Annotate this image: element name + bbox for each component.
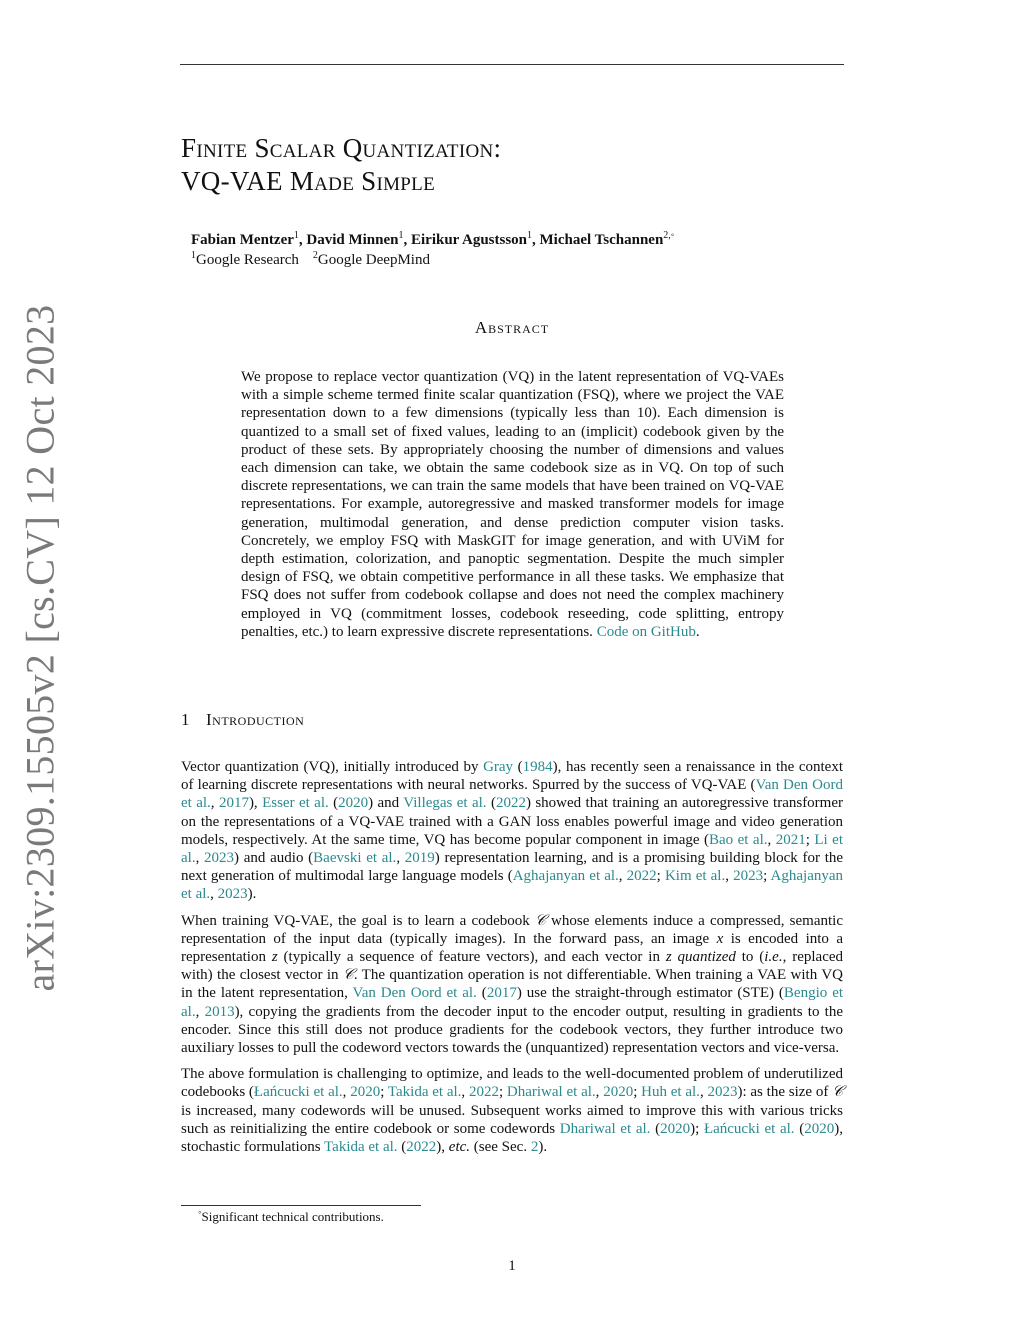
math-symbol: i.e.: [764, 949, 783, 966]
citation-link[interactable]: 2017: [486, 985, 517, 1002]
citation-link[interactable]: 2021: [775, 831, 806, 848]
paragraph-text: . The quantization operation is not differentiable. When training a VAE with VQ in the latent representation,: [181, 967, 843, 1002]
author-affiliation-mark: 2,◦: [663, 230, 675, 241]
citation-link[interactable]: Villegas et al.: [403, 795, 487, 812]
affiliation-name: Google DeepMind: [317, 252, 430, 268]
affiliation-mark: 1: [191, 250, 196, 261]
paper-title: [181, 132, 501, 198]
citation-link[interactable]: 2022: [626, 868, 657, 885]
footnote: [198, 1209, 384, 1225]
top-rule: [180, 64, 844, 65]
citation-link[interactable]: Dhariwal et al.: [506, 1084, 596, 1101]
paragraph-text: ,: [725, 868, 734, 885]
paragraph-text: (: [486, 795, 496, 812]
page-number: 1: [508, 1258, 516, 1274]
paragraph-text: ,: [195, 850, 205, 867]
citation-link[interactable]: 2023: [204, 850, 235, 867]
paragraph-text: ;: [380, 1084, 388, 1101]
math-symbol: 𝒞: [832, 1084, 844, 1101]
citation-link[interactable]: Aghajanyan et al.: [181, 868, 844, 903]
author-name: David Minnen: [306, 232, 399, 248]
section-body: [181, 758, 843, 1164]
paragraph-text: ,: [210, 795, 219, 812]
paragraph-text: ,: [195, 1003, 205, 1020]
paragraph-text: ,: [396, 850, 405, 867]
abstract-heading: Abstract: [474, 318, 550, 337]
footnote-text: Significant technical contributions.: [201, 1209, 384, 1224]
paragraph-text: ;: [656, 868, 665, 885]
paragraph-text: ), has recently seen a renaissance in the context of learning discrete representations with neural networks. Spurred by the success of VQ-VAE (: [181, 759, 844, 794]
footnote-rule: [181, 1205, 421, 1206]
paragraph: [181, 758, 843, 904]
paragraph-text: (: [513, 759, 523, 775]
abstract-body: [241, 368, 784, 641]
citation-link[interactable]: Bengio et al.: [181, 985, 844, 1020]
paragraph-text: , replaced with) the closest vector in: [181, 949, 844, 984]
paragraph-text: ): as the size of: [737, 1084, 833, 1101]
author-affiliation-mark: 1: [398, 230, 404, 241]
paragraph-text: ) and: [368, 795, 404, 812]
citation-link[interactable]: Li et al.: [181, 831, 844, 867]
citation-link[interactable]: 2020: [338, 795, 369, 812]
paragraph-text: ,: [618, 868, 627, 885]
author-name: Fabian Mentzer: [191, 232, 294, 248]
math-symbol: x: [716, 930, 724, 947]
paragraph-text: When training VQ-VAE, the goal is to learn a codebook: [181, 912, 535, 929]
citation-link[interactable]: Bao et al.: [708, 831, 768, 848]
affiliation-mark: 2: [312, 250, 318, 261]
paragraph-text: ,: [699, 1084, 708, 1101]
citation-link[interactable]: 2020: [603, 1084, 634, 1101]
paragraph-text: to (: [735, 949, 765, 966]
abstract-end: .: [695, 623, 700, 640]
citation-link[interactable]: Takida et al.: [387, 1084, 462, 1101]
citation-link[interactable]: Takida et al.: [324, 1139, 398, 1156]
citation-link[interactable]: 2017: [218, 795, 249, 812]
citation-link[interactable]: 2019: [404, 850, 435, 867]
paragraph-text: The above formulation is challenging to optimize, and leads to the well-documented problem of underutilized codebooks (: [181, 1066, 843, 1101]
citation-link[interactable]: Aghajanyan et al.: [512, 868, 619, 885]
footnote-mark: ◦: [198, 1207, 202, 1219]
author-name: Michael Tschannen: [539, 232, 664, 248]
paragraph-text: (: [476, 985, 487, 1002]
paragraph-text: (: [397, 1139, 407, 1156]
paragraph-text: ),: [248, 795, 263, 812]
math-symbol: 𝒞: [342, 967, 354, 984]
paragraph-text: ), copying the gradients from the decoder input to the encoder output, resulting in gradients to the encoder. Since this still does not produce gradients for the codebook vectors, they further introduce two auxiliary losses to pull the codeword vectors towards the (unquantized) representation vectors and vice-versa.: [181, 1003, 843, 1057]
paragraph-text: whose elements induce a compressed, semantic representation of the input data (typically images). In the forward pass, an image: [181, 912, 843, 947]
citation-link[interactable]: 2013: [204, 1003, 235, 1020]
paragraph-text: ;: [763, 868, 771, 885]
paragraph-text: (: [650, 1120, 661, 1137]
citation-link[interactable]: Esser et al.: [262, 795, 329, 812]
paragraph-text: ;: [633, 1084, 642, 1101]
citation-link[interactable]: Van Den Oord et al.: [181, 777, 843, 812]
author-affiliation-mark: 1: [293, 230, 299, 241]
title-line-2: VQ-VAE Made Simple: [181, 166, 435, 196]
citation-link[interactable]: 2022: [406, 1139, 437, 1156]
title-line-1: Finite Scalar Quantization:: [181, 133, 502, 163]
citation-link[interactable]: 2023: [707, 1084, 738, 1101]
author-name: Eirikur Agustsson: [411, 232, 528, 248]
paragraph-text: Vector quantization (VQ), initially introduced by: [181, 759, 484, 775]
paragraph-text: (: [794, 1120, 805, 1137]
paragraph-text: ), stochastic formulations: [181, 1120, 843, 1156]
paragraph-text: );: [690, 1120, 704, 1137]
citation-link[interactable]: Baevski et al.: [313, 850, 397, 867]
paragraph-text: ) showed that training an autoregressive transformer on the representations of a VQ-VAE trained with a GAN loss enables powerful image and video generation models, respectively. At the same time, VQ has become popular component in image (: [181, 795, 844, 848]
paragraph-text: ,: [595, 1084, 604, 1101]
paragraph-text: ;: [498, 1084, 507, 1101]
citation-link[interactable]: 2: [530, 1139, 539, 1156]
paragraph-text: ).: [247, 886, 257, 903]
section-title: Introduction: [206, 710, 305, 729]
paragraph-text: ).: [538, 1139, 548, 1156]
affiliations: [191, 252, 430, 269]
citation-link[interactable]: Gray: [483, 759, 514, 775]
paragraph-text: ;: [805, 831, 815, 848]
math-symbol: 𝒞: [534, 912, 546, 929]
citation-link[interactable]: 2022: [495, 795, 526, 812]
citation-link[interactable]: 2023: [217, 886, 248, 903]
math-symbol: z quantized: [665, 949, 736, 966]
math-symbol: etc.: [448, 1139, 471, 1156]
abstract-text: We propose to replace vector quantization (VQ) in the latent representation of VQ-VAEs with a simple scheme termed finite scalar quantization (FSQ), where we project the VAE representation down to a few dimensions (typically less than 10). Each dimension is quantized to a small set of fixed values, leading to an (implicit) codebook given by the product of these sets. By appropriately choosing the number of dimensions and values each dimension can take, we obtain the same codebook size as in VQ. On top of such discrete representations, we can train the same models that have been trained on VQ-VAE representations. For example, autoregressive and masked transformer models for image generation, multimodal generation, and dense prediction computer vision tasks. Concretely, we employ FSQ with MaskGIT for image generation, and with UViM for depth estimation, colorization, and panoptic segmentation. Despite the much simpler design of FSQ, we obtain competitive performance in all these tasks. We emphasize that FSQ does not suffer from codebook collapse and does not need the complex machinery employed in VQ (commitment losses, codebook reseeding, code splitting, entropy penalties, etc.) to learn expressive discrete representations.: [241, 369, 784, 640]
citation-link[interactable]: 1984: [522, 759, 553, 775]
citation-link[interactable]: 2020: [350, 1084, 381, 1101]
paragraph-text: ) representation learning, and is a promising building block for the next generation of multimodal large language models (: [181, 850, 844, 885]
citation-link[interactable]: 2023: [733, 868, 764, 885]
citation-link[interactable]: 2020: [804, 1120, 835, 1137]
paragraph-text: ,: [342, 1084, 351, 1101]
paragraph-text: ,: [767, 831, 776, 848]
author-affiliation-mark: 1: [527, 230, 533, 241]
citation-link[interactable]: Łańcucki et al.: [253, 1084, 343, 1101]
paragraph: [181, 912, 843, 1058]
paragraph-text: ) and audio (: [234, 850, 314, 867]
paragraph-text: is increased, many codewords will be unused. Subsequent works aimed to improve this with various tricks such as reinitializing the entire codebook or some codewords: [181, 1102, 843, 1137]
paragraph-text: is encoded into a representation: [181, 930, 843, 966]
citation-link[interactable]: Dhariwal et al.: [559, 1120, 651, 1137]
code-on-github-link[interactable]: Code on GitHub: [596, 623, 696, 640]
citation-link[interactable]: Van Den Oord et al.: [352, 985, 477, 1002]
arxiv-identifier: arXiv:2309.15505v2 [cs.CV] 12 Oct 2023: [17, 304, 63, 992]
paragraph-text: ) use the straight-through estimator (STE) (: [516, 985, 784, 1002]
section-heading: [181, 710, 304, 730]
citation-link[interactable]: Łańcucki et al.: [703, 1120, 795, 1137]
paragraph: [181, 1065, 843, 1156]
paragraph-text: (: [328, 795, 339, 812]
citation-link[interactable]: Huh et al.: [641, 1084, 700, 1101]
citation-link[interactable]: 2022: [468, 1084, 499, 1101]
paragraph-text: ),: [436, 1139, 449, 1156]
citation-link[interactable]: 2020: [660, 1120, 691, 1137]
paragraph-text: ,: [461, 1084, 469, 1101]
paragraph-text: (see Sec.: [470, 1139, 531, 1156]
author-list: Fabian Mentzer$^1$, David Minnen$^1$, Eirikur Agustsson$^1$, Michael Tschannen$^{2,◦}$: [191, 230, 675, 248]
citation-link[interactable]: Kim et al.: [664, 868, 726, 885]
math-symbol: z: [271, 949, 278, 966]
paragraph-text: (typically a sequence of feature vectors), and each vector in: [277, 949, 666, 966]
affiliation-name: Google Research: [196, 252, 299, 268]
section-number: 1: [181, 710, 190, 729]
paragraph-text: ,: [210, 886, 218, 903]
